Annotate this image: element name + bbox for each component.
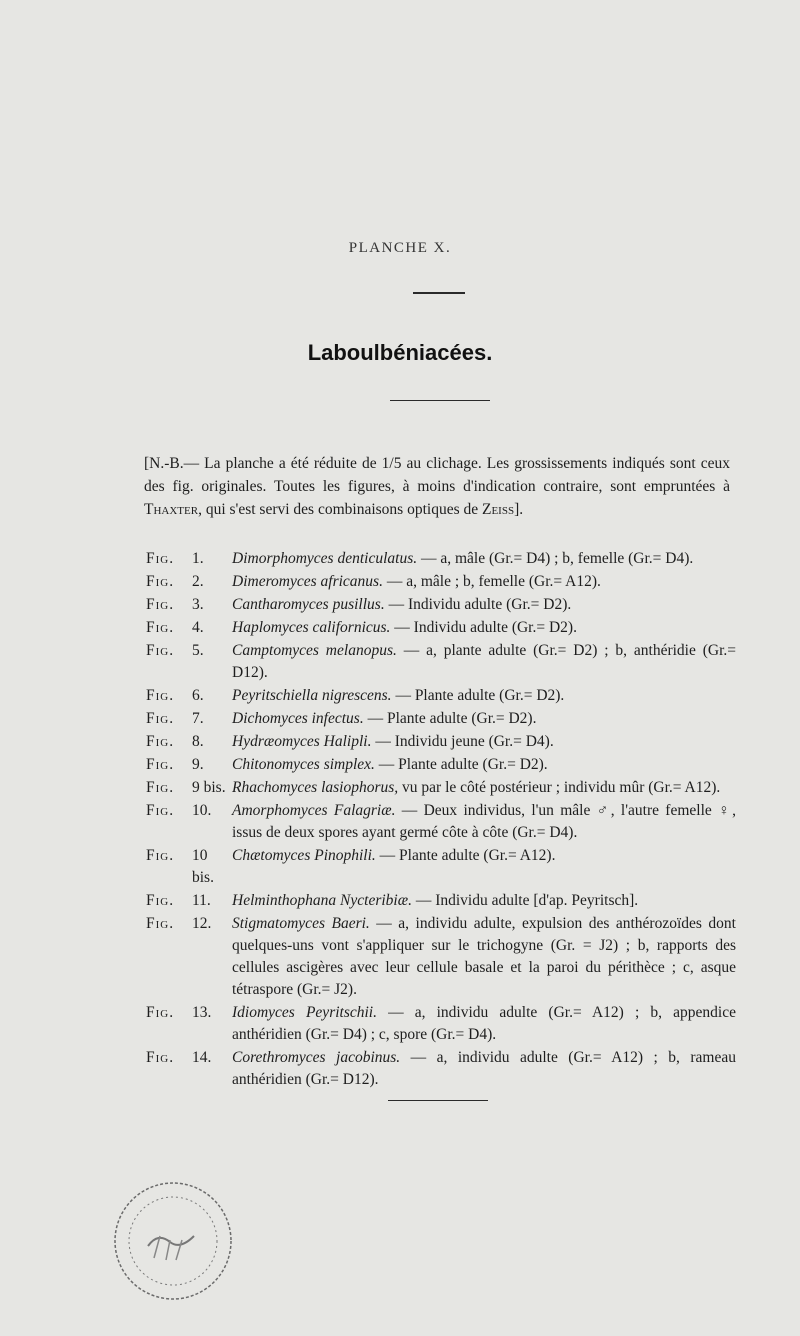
plate-title: PLANCHE X.: [348, 240, 452, 256]
figure-entry: [146, 845, 736, 889]
figure-description: — Plante adulte (Gr.= D2).: [374, 756, 548, 773]
divider-rule: [390, 400, 490, 401]
figure-entry: [146, 777, 736, 799]
figure-description: — a, mâle ; b, femelle (Gr.= A12).: [382, 573, 601, 590]
figure-label: Fig.: [146, 915, 175, 932]
figure-list: [146, 548, 736, 1092]
figure-caption: [232, 845, 736, 889]
figure-number: 11.: [192, 892, 211, 909]
species-name: Idiomyces Peyritschii.: [232, 1004, 377, 1021]
species-name: Helminthophana Nycteribiæ.: [232, 892, 412, 909]
figure-caption: [232, 1047, 736, 1091]
figure-label: Fig.: [146, 756, 175, 773]
figure-label: Fig.: [146, 596, 175, 613]
figure-number: 13.: [192, 1004, 212, 1021]
figure-entry: [146, 685, 736, 707]
species-name: Dichomyces infectus.: [232, 710, 364, 727]
figure-description: — Deux individus, l'un mâle ♂, l'autre femelle ♀, issus de deux spores ayant germé côte à côte (Gr.= D4).: [232, 802, 737, 841]
species-name: Peyritschiella nigrescens.: [232, 687, 392, 704]
figure-description: — a, mâle (Gr.= D4) ; b, femelle (Gr.= D4).: [417, 550, 694, 567]
figure-number: 4.: [192, 619, 204, 636]
figure-caption: [232, 800, 736, 844]
figure-description: — Individu adulte (Gr.= D2).: [390, 619, 577, 636]
species-name: Dimorphomyces denticulatus.: [232, 550, 418, 567]
figure-description: — a, plante adulte (Gr.= D2) ; b, anthéridie (Gr.= D12).: [232, 642, 737, 681]
species-name: Rhachomyces lasiophorus,: [232, 779, 399, 796]
figure-caption: [232, 617, 736, 639]
figure-label: Fig.: [146, 892, 175, 909]
figure-entry: [146, 890, 736, 912]
figure-label: Fig.: [146, 1049, 175, 1066]
figure-number: 7.: [192, 710, 204, 727]
figure-caption: [232, 708, 736, 730]
figure-number: 10 bis.: [192, 847, 214, 886]
figure-label: Fig.: [146, 687, 175, 704]
figure-caption: [232, 777, 736, 799]
figure-caption: [232, 731, 736, 753]
figure-entry: [146, 1002, 736, 1046]
figure-label: Fig.: [146, 550, 175, 567]
page-title: Laboulbéniacées.: [307, 340, 493, 365]
figure-label: Fig.: [146, 710, 175, 727]
species-name: Amorphomyces Falagriæ.: [232, 802, 396, 819]
figure-caption: [232, 890, 736, 912]
figure-description: — Plante adulte (Gr.= D2).: [363, 710, 537, 727]
library-stamp-icon: [108, 1176, 238, 1306]
figure-entry: [146, 731, 736, 753]
figure-number: 12.: [192, 915, 212, 932]
figure-entry: [146, 1047, 736, 1091]
species-name: Dimeromyces africanus.: [232, 573, 383, 590]
figure-number: 3.: [192, 596, 204, 613]
figure-description: — a, individu adulte, expulsion des anthérozoïdes dont quelques-uns vont s'appliquer sur le trichogyne (Gr. = J2) ; b, rapports des cellules ascigères avec leur cellule basale et la paroi du périthèce ; c, asque tétraspore (Gr.= J2).: [232, 915, 736, 998]
figure-entry: [146, 548, 736, 570]
figure-entry: [146, 913, 736, 1001]
figure-number: 9.: [192, 756, 204, 773]
species-name: Chitonomyces simplex.: [232, 756, 375, 773]
figure-description: — a, individu adulte (Gr.= A12) ; b, rameau anthéridien (Gr.= D12).: [232, 1049, 736, 1088]
figure-caption: [232, 548, 736, 570]
figure-description: — Individu adulte [d'ap. Peyritsch].: [411, 892, 639, 909]
figure-description: — Individu jeune (Gr.= D4).: [371, 733, 554, 750]
figure-caption: [232, 913, 736, 1001]
figure-number: 8.: [192, 733, 204, 750]
figure-caption: [232, 640, 736, 684]
figure-label: Fig.: [146, 733, 175, 750]
figure-description: — Plante adulte (Gr.= A12).: [375, 847, 556, 864]
figure-label: Fig.: [146, 802, 175, 819]
figure-description: vu par le côté postérieur ; individu mûr (Gr.= A12).: [398, 779, 721, 796]
figure-label: Fig.: [146, 642, 175, 659]
figure-number: 1.: [192, 550, 204, 567]
note-middle: , qui s'est servi des combinaisons optiques de: [198, 501, 482, 518]
figure-entry: [146, 800, 736, 844]
figure-number: 5.: [192, 642, 204, 659]
species-name: Chætomyces Pinophili.: [232, 847, 376, 864]
figure-label: Fig.: [146, 847, 175, 864]
divider-rule: [388, 1100, 488, 1101]
species-name: Cantharomyces pusillus.: [232, 596, 385, 613]
figure-description: — Plante adulte (Gr.= D2).: [391, 687, 565, 704]
figure-caption: [232, 1002, 736, 1046]
divider-rule: [413, 292, 465, 294]
figure-label: Fig.: [146, 1004, 175, 1021]
figure-caption: [232, 571, 736, 593]
note-paragraph: [144, 452, 730, 521]
figure-number: 10.: [192, 802, 212, 819]
figure-caption: [232, 685, 736, 707]
note-author: Thaxter: [144, 501, 199, 518]
figure-entry: [146, 754, 736, 776]
species-name: Hydræomyces Halipli.: [232, 733, 372, 750]
figure-entry: [146, 571, 736, 593]
species-name: Haplomyces californicus.: [232, 619, 391, 636]
figure-label: Fig.: [146, 573, 175, 590]
figure-number: 2.: [192, 573, 204, 590]
figure-caption: [232, 754, 736, 776]
figure-number: 9 bis.: [192, 779, 226, 796]
figure-description: — Individu adulte (Gr.= D2).: [384, 596, 572, 613]
species-name: Corethromyces jacobinus.: [232, 1049, 401, 1066]
figure-number: 14.: [192, 1049, 212, 1066]
figure-entry: [146, 617, 736, 639]
figure-entry: [146, 640, 736, 684]
species-name: Stigmatomyces Baeri.: [232, 915, 370, 932]
note-intro: [N.-B.— La planche a été réduite de 1/5 au clichage. Les grossissements indiqués sont ceux des fig. originales. Toutes les figures, à moins d'indication contraire, sont empruntées à: [144, 455, 730, 495]
figure-entry: [146, 594, 736, 616]
figure-number: 6.: [192, 687, 204, 704]
figure-description: — a, individu adulte (Gr.= A12) ; b, appendice anthéridien (Gr.= D4) ; c, spore (Gr.= D4).: [232, 1004, 736, 1043]
note-end: ].: [514, 501, 524, 518]
figure-label: Fig.: [146, 619, 175, 636]
figure-label: Fig.: [146, 779, 175, 796]
species-name: Camptomyces melanopus.: [232, 642, 397, 659]
figure-entry: [146, 708, 736, 730]
note-maker: Zeiss: [482, 501, 515, 518]
figure-caption: [232, 594, 736, 616]
